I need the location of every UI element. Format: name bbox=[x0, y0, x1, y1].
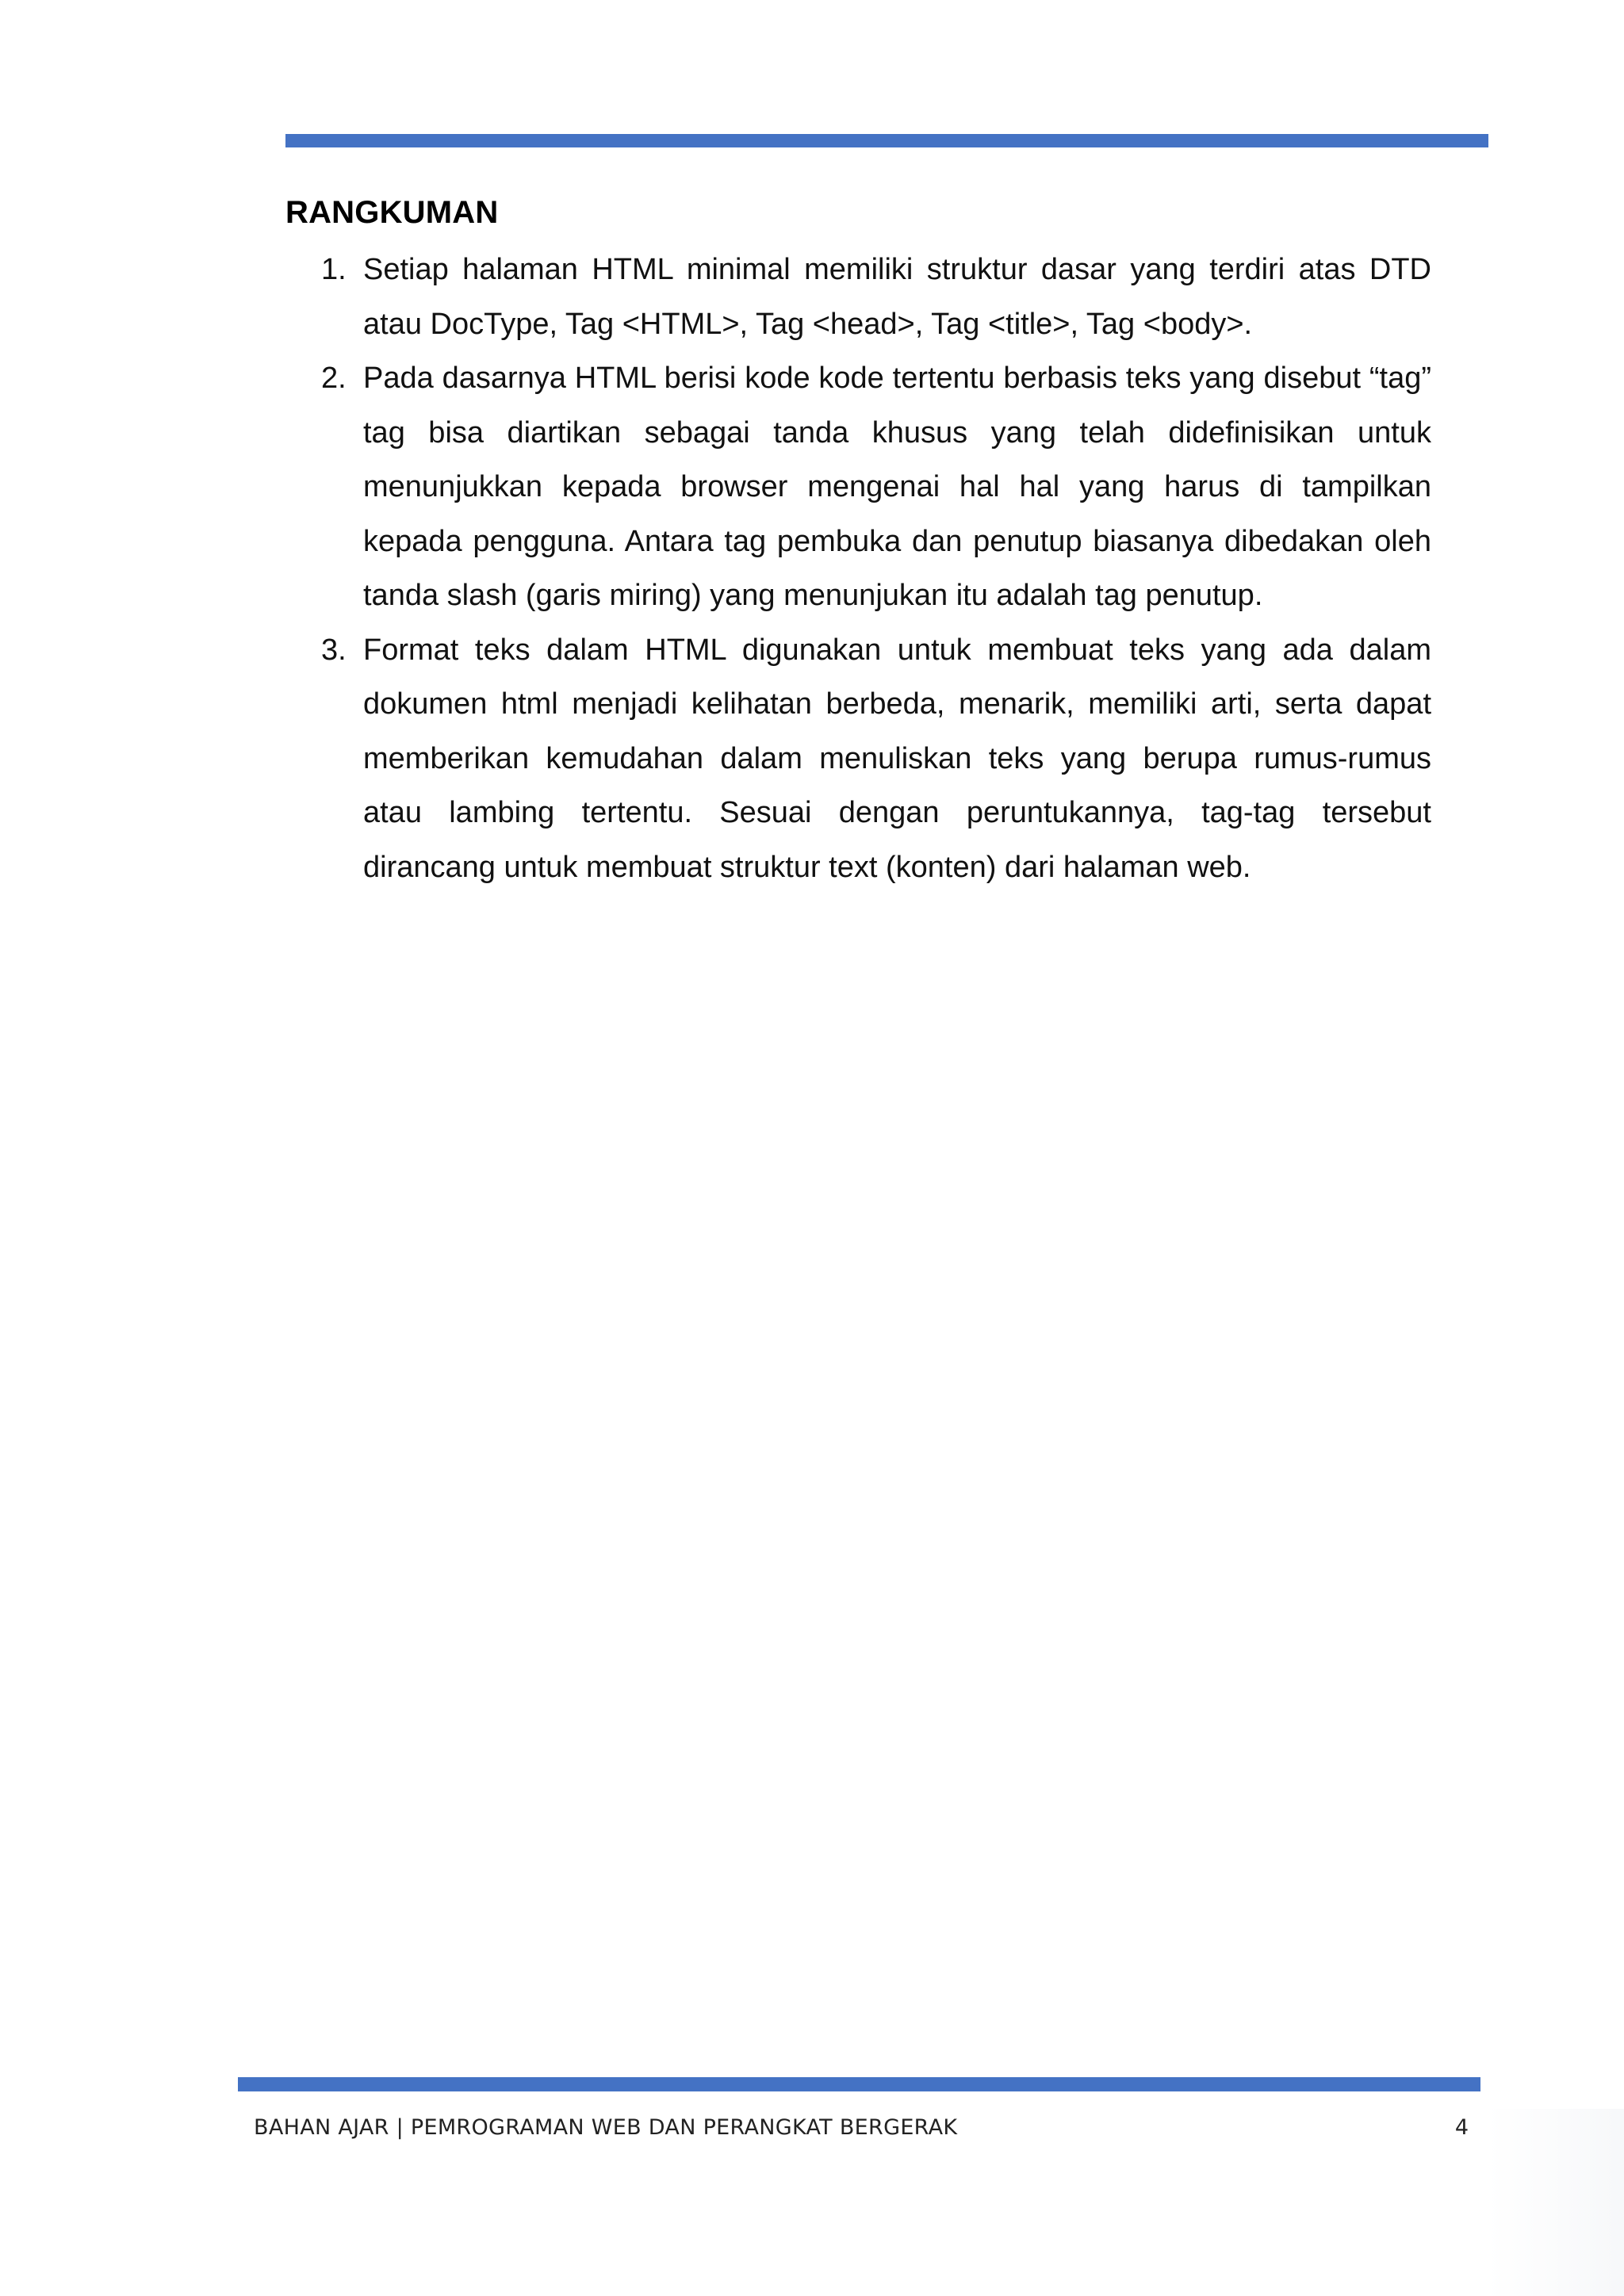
item-number: 2. bbox=[321, 362, 347, 395]
summary-list bbox=[321, 243, 1431, 894]
section-heading: RANGKUMAN bbox=[285, 195, 499, 230]
item-text: Format teks dalam HTML digunakan untuk membuat teks yang ada dalam dokumen html menjadi kelihatan berbeda, menarik, memiliki arti, serta dapat memberikan kemudahan dalam menuliskan teks yang berupa rumus-rumus atau lambing tertentu. Sesuai dengan peruntukannya, tag-tag tersebut dirancang untuk membuat struktur text (konten) dari halaman web. bbox=[363, 633, 1431, 884]
item-text: Pada dasarnya HTML berisi kode kode tertentu berbasis teks yang disebut “tag” tag bisa diartikan sebagai tanda khusus yang telah didefinisikan untuk menunjukkan kepada browser mengenai hal hal yang harus di tampilkan kepada pengguna. Antara tag pembuka dan penutup biasanya dibedakan oleh tanda slash (garis miring) yang menunjukan itu adalah tag penutup. bbox=[363, 362, 1431, 612]
item-text: Setiap halaman HTML minimal memiliki struktur dasar yang terdiri atas DTD atau DocType, Tag <HTML>, Tag <head>, Tag <title>, Tag <body>. bbox=[363, 253, 1431, 341]
page-edge-shadow bbox=[1488, 2109, 1624, 2296]
page-number: 4 bbox=[1454, 2115, 1469, 2140]
footer-title: BAHAN AJAR | PEMROGRAMAN WEB DAN PERANGKAT BERGERAK bbox=[254, 2115, 958, 2140]
header-rule bbox=[285, 134, 1488, 147]
summary-item-3 bbox=[321, 623, 1431, 895]
item-number: 1. bbox=[321, 253, 347, 286]
summary-item-2 bbox=[321, 351, 1431, 623]
summary-item-1 bbox=[321, 243, 1431, 351]
item-number: 3. bbox=[321, 633, 347, 667]
footer-rule bbox=[238, 2077, 1480, 2091]
